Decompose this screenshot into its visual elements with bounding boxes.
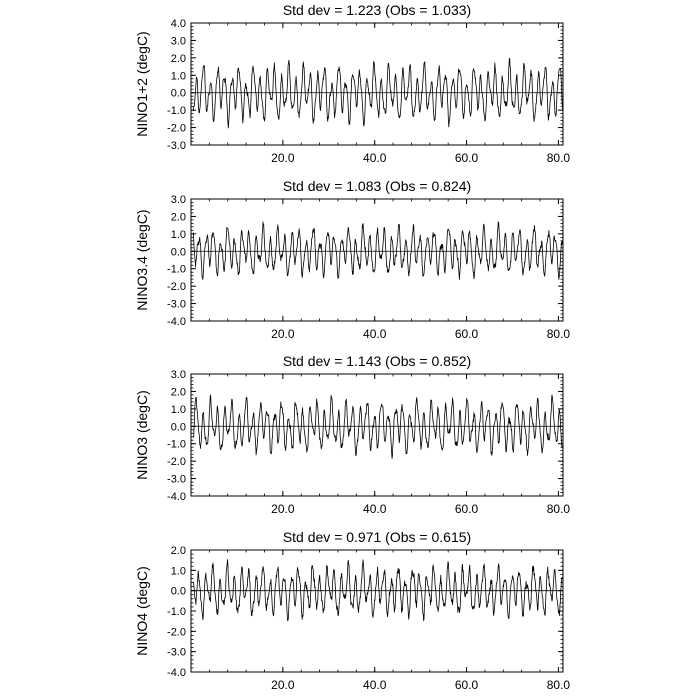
y-tick-label: -4.0	[167, 491, 186, 503]
y-tick-label: -3.0	[167, 473, 186, 486]
panel-title: Std dev = 0.971 (Obs = 0.615)	[282, 529, 472, 545]
panel-title: Std dev = 1.143 (Obs = 0.852)	[282, 353, 472, 369]
y-tick-label: 0.0	[170, 421, 186, 434]
x-tick-label: 60.0	[454, 327, 479, 341]
x-tick-label: 40.0	[363, 678, 387, 692]
x-tick-label: 80.0	[546, 151, 571, 165]
y-tick-label: -4.0	[167, 316, 186, 328]
x-tick-label: 20.0	[271, 678, 295, 692]
x-tick-label: 40.0	[363, 151, 387, 165]
y-tick-label: -3.0	[167, 646, 186, 659]
y-tick-label: -2.0	[167, 456, 186, 469]
plot-frame	[191, 23, 563, 145]
y-tick-label: 0.0	[170, 585, 186, 598]
y-tick-label: -2.0	[167, 122, 186, 135]
y-tick-label: -1.0	[167, 105, 186, 118]
y-tick-label: -3.0	[167, 140, 186, 152]
y-tick-label: 1.0	[170, 228, 186, 241]
x-tick-label: 40.0	[363, 502, 387, 516]
panel-2	[134, 178, 570, 341]
series-line	[193, 395, 563, 459]
plot-frame	[191, 550, 563, 672]
panel-3	[134, 353, 570, 516]
x-tick-label: 20.0	[271, 502, 295, 516]
y-tick-label: 4.0	[170, 18, 186, 30]
x-tick-label: 60.0	[454, 151, 479, 165]
panel-title: Std dev = 1.083 (Obs = 0.824)	[282, 178, 472, 194]
y-tick-label: -1.0	[167, 606, 186, 618]
panel-1	[134, 2, 570, 165]
x-tick-label: 80.0	[546, 327, 571, 341]
y-tick-label: 2.0	[170, 545, 186, 557]
y-tick-label: -4.0	[167, 667, 186, 679]
panel-4	[134, 529, 570, 692]
y-tick-label: -2.0	[167, 626, 186, 639]
y-tick-label: 2.0	[170, 52, 186, 65]
y-axis-label: NINO4 (degC)	[134, 566, 150, 656]
series-line	[193, 222, 563, 280]
y-axis-label: NINO1+2 (degC)	[134, 31, 150, 137]
y-tick-label: 1.0	[170, 70, 186, 83]
y-tick-label: 3.0	[170, 35, 186, 48]
y-tick-label: 3.0	[170, 194, 186, 206]
x-tick-label: 80.0	[546, 502, 571, 516]
x-tick-label: 20.0	[271, 151, 295, 165]
x-tick-label: 60.0	[454, 502, 479, 516]
y-axis-label: NINO3 (degC)	[134, 390, 150, 480]
x-tick-label: 40.0	[363, 327, 387, 341]
series-line	[193, 560, 563, 621]
x-tick-label: 60.0	[454, 678, 479, 692]
panel-title: Std dev = 1.223 (Obs = 1.033)	[282, 2, 472, 18]
y-tick-label: 2.0	[170, 211, 186, 224]
y-axis-label: NINO3.4 (degC)	[134, 209, 150, 311]
y-tick-label: 0.0	[170, 87, 186, 100]
y-tick-label: 1.0	[170, 565, 186, 578]
x-tick-label: 20.0	[271, 327, 295, 341]
y-tick-label: -3.0	[167, 298, 186, 311]
y-tick-label: 0.0	[170, 246, 186, 259]
y-tick-label: 1.0	[170, 403, 186, 416]
y-tick-label: 3.0	[170, 369, 186, 381]
y-tick-label: -1.0	[167, 438, 186, 451]
y-tick-label: -1.0	[167, 263, 186, 276]
x-tick-label: 80.0	[546, 678, 571, 692]
y-tick-label: 2.0	[170, 386, 186, 399]
y-tick-label: -2.0	[167, 281, 186, 294]
